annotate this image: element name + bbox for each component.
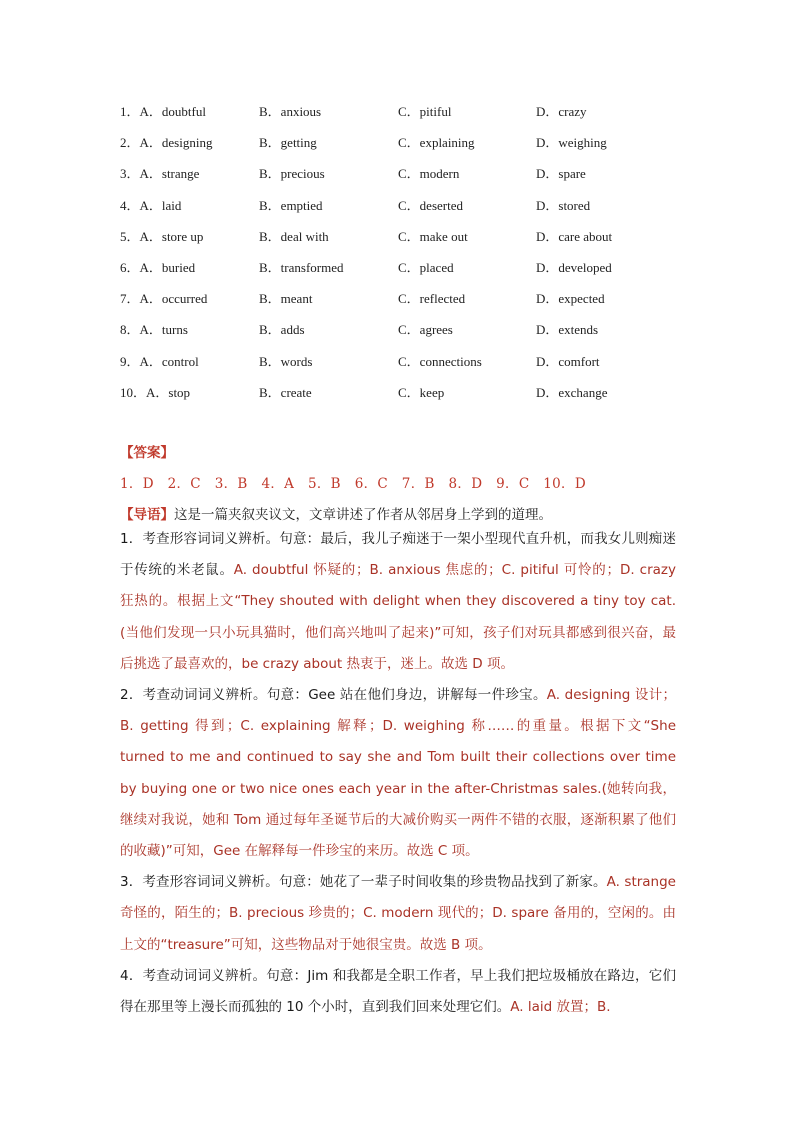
option-b: B．create <box>259 384 312 400</box>
explanation-body: A. strange 奇怪的，陌生的；B. precious 珍贵的；C. modern 现代的；D. spare 备用的，空闲的。由上文的“treasure”可知，这些物品对于她很宝贵。故选 B 项。 <box>120 874 676 953</box>
option-row <box>120 382 720 413</box>
option-c: C．placed <box>398 259 454 275</box>
option-d: D．comfort <box>536 353 600 369</box>
option-a: 9．A．control <box>120 353 199 369</box>
option-row <box>120 132 720 163</box>
option-a: 7．A．occurred <box>120 291 208 307</box>
explanation-paragraph <box>120 680 676 867</box>
option-row <box>120 226 720 257</box>
option-b: B．precious <box>259 166 325 182</box>
option-c: C．pitiful <box>398 104 452 119</box>
explanation-body: A. designing 设计；B. getting 得到；C. explaining 解释；D. weighing 称……的重量。根据下文“She turned to me and continued to say she and Tom built their collections over time by buying one or two nice ones each year in the after-Christmas sales.(她转向我，继续对我说，她和 Tom 通过每年圣诞节后的大减价购买一两件不错的衣服，逐渐积累了他们的收藏)”可知，Gee 在解释每一件珍宝的来历。故选 C 项。 <box>120 687 676 860</box>
option-d: D．expected <box>536 291 605 307</box>
answer-section <box>120 442 676 1023</box>
option-c: C．keep <box>398 384 445 400</box>
option-d: D．stored <box>536 197 591 213</box>
option-row <box>120 351 720 382</box>
option-row <box>120 319 720 350</box>
option-b: B．adds <box>259 322 305 338</box>
option-c: C．deserted <box>398 197 463 213</box>
option-c: C．make out <box>398 228 468 244</box>
explanations <box>120 524 676 1023</box>
option-c: C．reflected <box>398 291 466 307</box>
option-a: 2．A．designing <box>120 135 213 151</box>
option-row <box>120 101 720 132</box>
option-d: D．care about <box>536 228 613 244</box>
option-d: D．spare <box>536 166 586 182</box>
answer-label: 【答案】 <box>120 445 174 461</box>
option-row <box>120 195 720 226</box>
option-d: D．extends <box>536 322 599 338</box>
option-b: B．words <box>259 353 313 369</box>
option-a: 10．A．stop <box>120 384 191 400</box>
option-a: 8．A．turns <box>120 322 188 338</box>
explanation-lead: 2．考查动词词义辨析。句意：Gee 站在他们身边，讲解每一件珍宝。 <box>120 687 547 704</box>
explanation-lead: 1．考查形容词词义辨析。句意：最后，我儿子痴迷于一架小型现代直升机，而我女儿则痴迷于传统的米老鼠。 <box>120 531 676 579</box>
option-d: D．crazy <box>536 104 587 119</box>
option-d: D．exchange <box>536 384 608 400</box>
option-row <box>120 288 720 319</box>
option-c: C．agrees <box>398 322 453 338</box>
option-a: 4．A．laid <box>120 197 182 213</box>
guide-label: 【导语】 <box>120 507 174 523</box>
option-d: D．weighing <box>536 135 607 151</box>
option-row <box>120 257 720 288</box>
option-c: C．connections <box>398 353 482 369</box>
option-a: 1．A．doubtful <box>120 104 206 119</box>
option-b: B．meant <box>259 291 313 307</box>
option-a: 5．A．store up <box>120 228 204 244</box>
explanation-paragraph <box>120 524 676 680</box>
option-row <box>120 163 720 194</box>
guide-line <box>120 504 676 526</box>
option-c: C．explaining <box>398 135 475 151</box>
option-d: D．developed <box>536 259 612 275</box>
option-a: 3．A．strange <box>120 166 200 182</box>
explanation-body: A. laid 放置；B. <box>510 999 611 1016</box>
explanation-lead: 3．考查形容词词义辨析。句意：她花了一辈子时间收集的珍贵物品找到了新家。 <box>120 874 607 891</box>
option-b: B．transformed <box>259 259 344 275</box>
option-b: B．emptied <box>259 197 323 213</box>
answer-keys: 1．D 2．C 3．B 4．A 5．B 6．C 7．B 8．D 9．C 10．D <box>120 476 586 492</box>
options-table <box>120 101 720 413</box>
option-b: B．anxious <box>259 104 322 119</box>
explanation-paragraph <box>120 867 676 961</box>
guide-text: 这是一篇夹叙夹议文，文章讲述了作者从邻居身上学到的道理。 <box>174 507 552 523</box>
explanation-lead: 4．考查动词词义辨析。句意：Jim 和我都是全职工作者，早上我们把垃圾桶放在路边，它们得在那里等上漫长而孤独的 10 个小时，直到我们回来处理它们。 <box>120 967 676 1016</box>
option-a: 6．A．buried <box>120 259 196 275</box>
option-c: C．modern <box>398 166 460 182</box>
explanation-body: A. doubtful 怀疑的；B. anxious 焦虑的；C. pitiful 可怜的；D. crazy 狂热的。根据上文“They shouted with delight when they discovered a tiny toy cat.(当他们发现一只小玩具猫时，他们高兴地叫了起来)”可知，孩子们对玩具都感到很兴奋，最后挑选了最喜欢的，be crazy about 热衷于，迷上。故选 D 项。 <box>120 562 676 672</box>
option-b: B．getting <box>259 135 317 151</box>
explanation-paragraph <box>120 961 676 1023</box>
option-b: B．deal with <box>259 228 329 244</box>
